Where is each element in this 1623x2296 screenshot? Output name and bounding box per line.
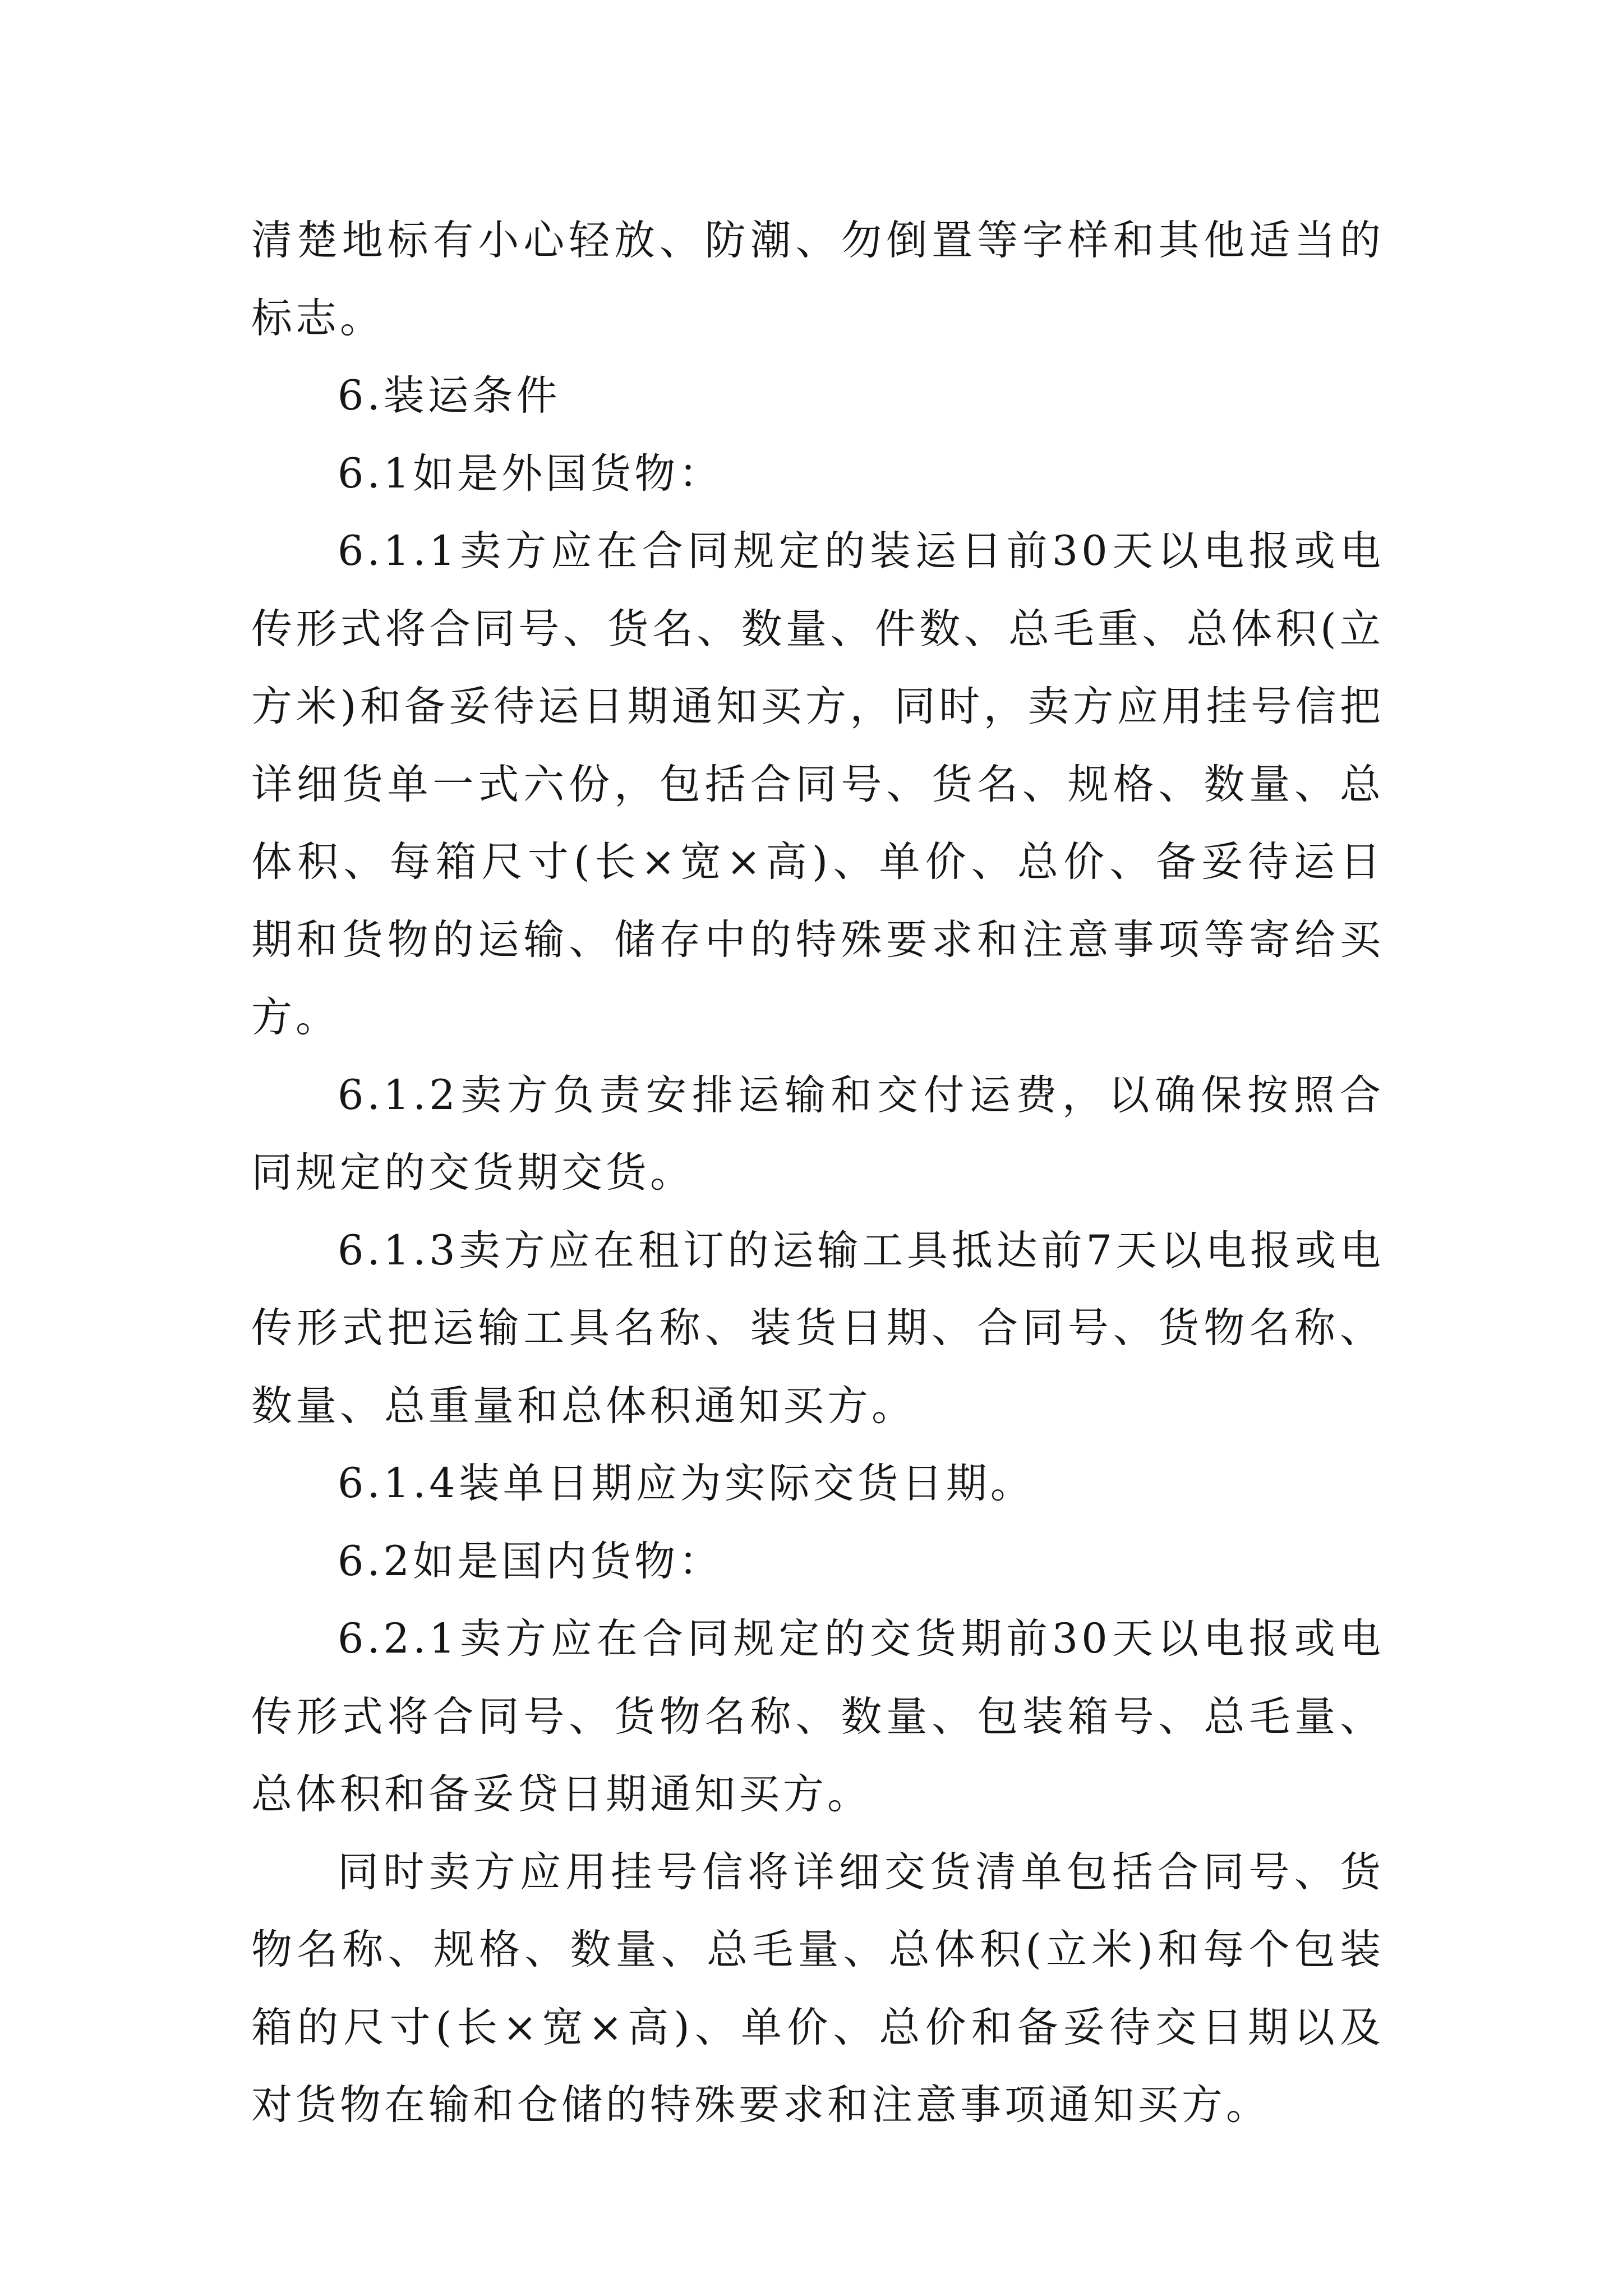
heading-foreign-goods: 6.1如是外国货物：: [338, 449, 723, 498]
paragraph-6-1-2: 6.1.2卖方负责安排运输和交付运费，以确保按照合同规定的交货期交货。: [251, 1071, 1384, 1197]
heading-shipping-conditions: 6.装运条件: [338, 372, 561, 420]
paragraph-6-1-3: 6.1.3卖方应在租订的运输工具抵达前7天以电报或电传形式把运输工具名称、装货日期、合同号、货物名称、数量、总重量和总体积通知买方。: [251, 1226, 1384, 1430]
paragraph-packing-marks: 清楚地标有小心轻放、防潮、勿倒置等字样和其他适当的标志。: [251, 217, 1384, 342]
paragraph-delivery-list: 同时卖方应用挂号信将详细交货清单包括合同号、货物名称、规格、数量、总毛量、总体积(立米)和每个包装箱的尺寸(长×宽×高)、单价、总价和备妥待交日期以及对货物在输和仓储的特殊要求和注意事项通知买方。: [251, 1848, 1384, 2129]
paragraph-6-1-1: 6.1.1卖方应在合同规定的装运日前30天以电报或电传形式将合同号、货名、数量、件数、总毛重、总体积(立方米)和备妥待运日期通知买方，同时，卖方应用挂号信把详细货单一式六份，包括合同号、货名、规格、数量、总体积、每箱尺寸(长×宽×高)、单价、总价、备妥待运日期和货物的运输、储存中的特殊要求和注意事项等寄给买方。: [251, 527, 1384, 1041]
heading-domestic-goods: 6.2如是国内货物：: [338, 1537, 723, 1585]
paragraph-6-1-4: 6.1.4装单日期应为实际交货日期。: [338, 1460, 1035, 1507]
paragraph-6-2-1: 6.2.1卖方应在合同规定的交货期前30天以电报或电传形式将合同号、货物名称、数量、包装箱号、总毛量、总体积和备妥贷日期通知买方。: [251, 1615, 1384, 1818]
document-body: [251, 202, 1384, 2145]
